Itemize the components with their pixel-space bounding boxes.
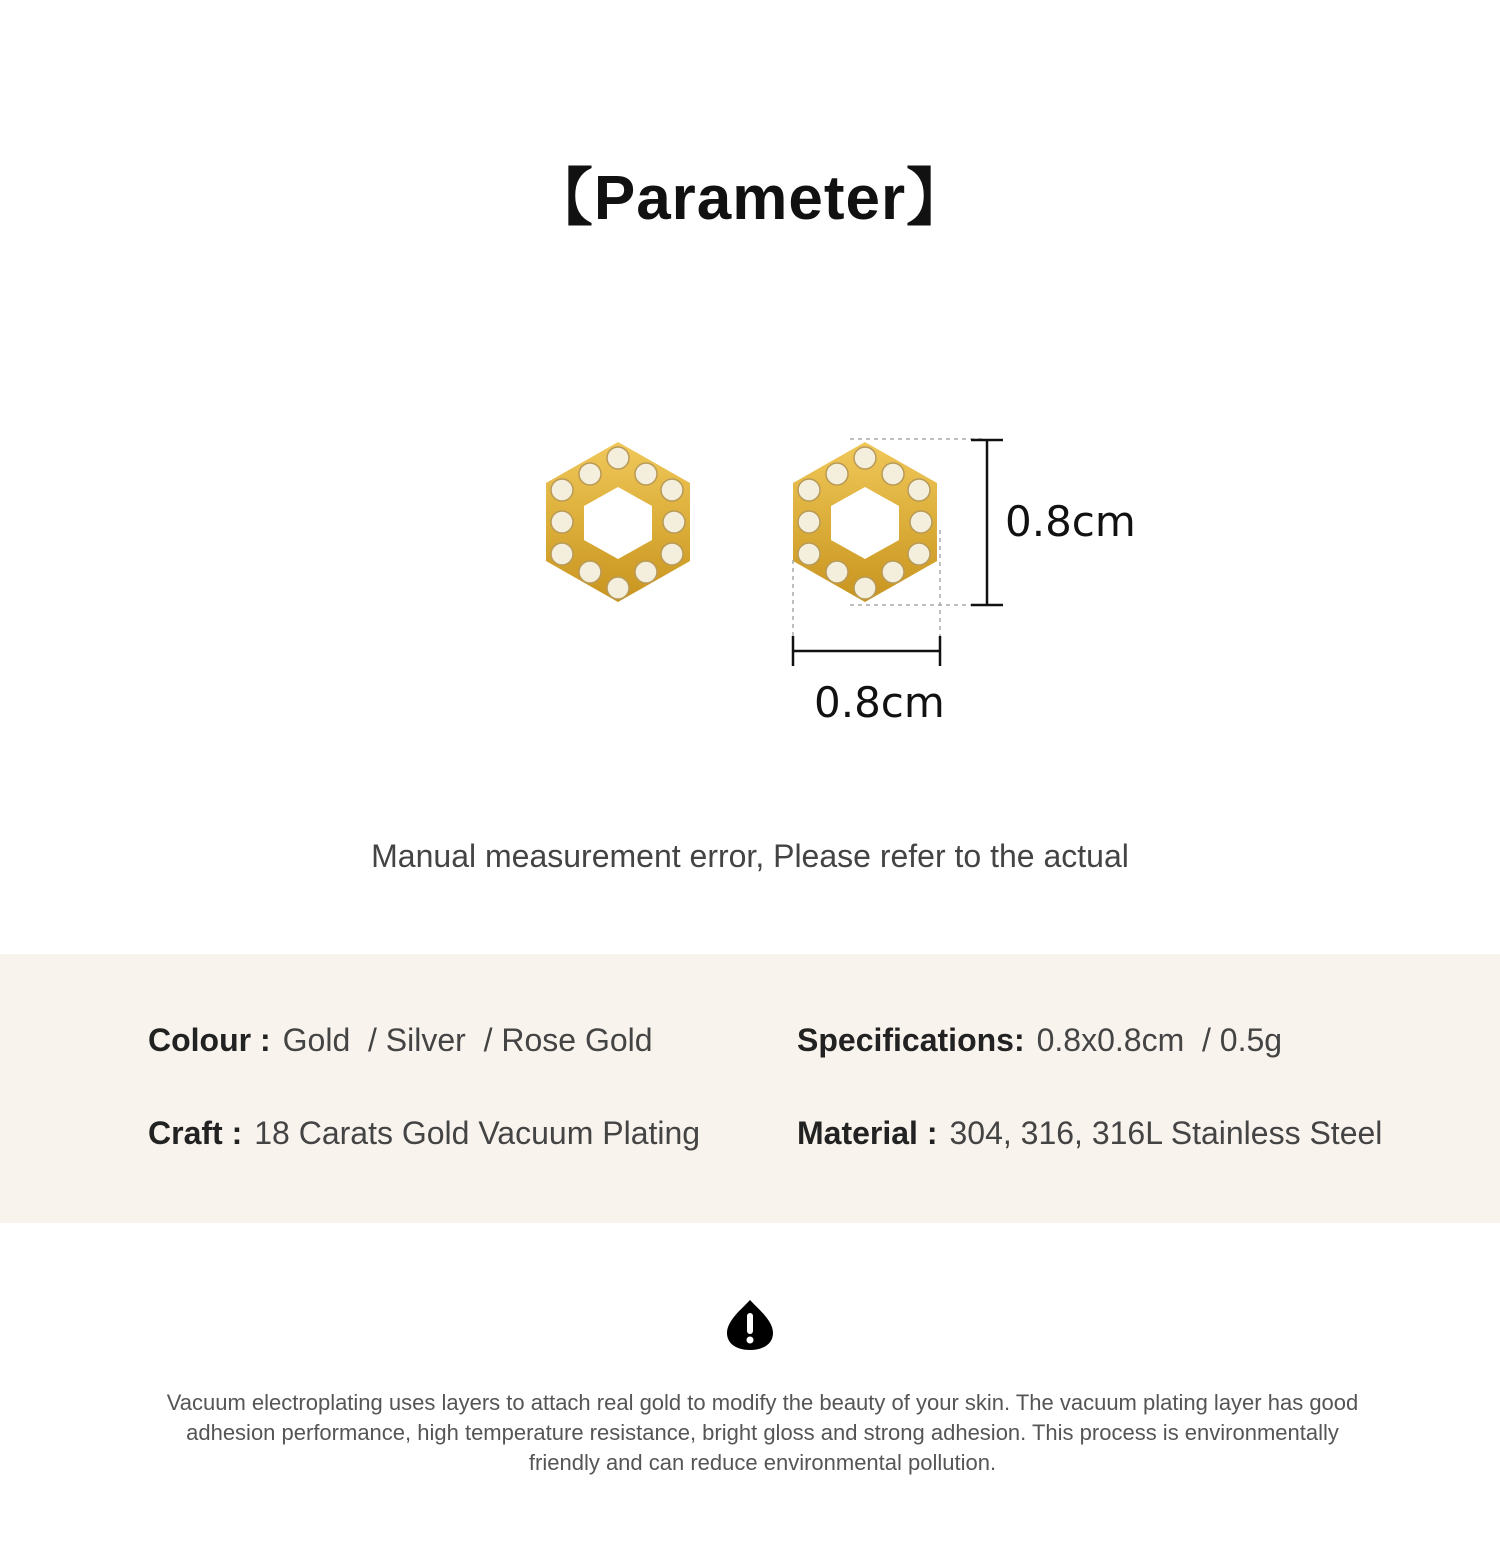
spec-colour-value: Gold / Silver / Rose Gold bbox=[282, 1022, 653, 1058]
warning-drop-icon bbox=[725, 1298, 775, 1352]
height-dimension-line bbox=[971, 440, 1003, 605]
spec-material-label: Material : bbox=[797, 1115, 938, 1151]
earring-left bbox=[546, 442, 690, 602]
spec-colour bbox=[148, 1022, 653, 1059]
spec-craft-label: Craft : bbox=[148, 1115, 243, 1151]
spec-material bbox=[797, 1115, 1382, 1152]
spec-colour-label: Colour : bbox=[148, 1022, 271, 1058]
plating-description: Vacuum electroplating uses layers to attach real gold to modify the beauty of your skin. The vacuum plating layer has good adhesion performance, high temperature resistance, bright gloss and strong adhesion. This process is environmentally friendly and can reduce environmental pollution. bbox=[166, 1390, 1359, 1475]
page-title: 【Parameter】 bbox=[530, 164, 970, 233]
spec-specifications-label: Specifications: bbox=[797, 1022, 1025, 1058]
spec-specifications bbox=[797, 1022, 1282, 1059]
spec-specifications-value: 0.8x0.8cm / 0.5g bbox=[1036, 1022, 1283, 1058]
height-label: 0.8cm bbox=[1005, 497, 1136, 546]
spec-material-value: 304, 316, 316L Stainless Steel bbox=[949, 1115, 1383, 1151]
spec-panel bbox=[0, 954, 1500, 1223]
width-dimension-line bbox=[793, 636, 940, 666]
spec-craft bbox=[148, 1115, 700, 1152]
spec-craft-value: 18 Carats Gold Vacuum Plating bbox=[254, 1115, 701, 1151]
measurement-note: Manual measurement error, Please refer to the actual bbox=[371, 838, 1129, 874]
width-label: 0.8cm bbox=[814, 678, 945, 727]
earring-right bbox=[793, 442, 937, 602]
